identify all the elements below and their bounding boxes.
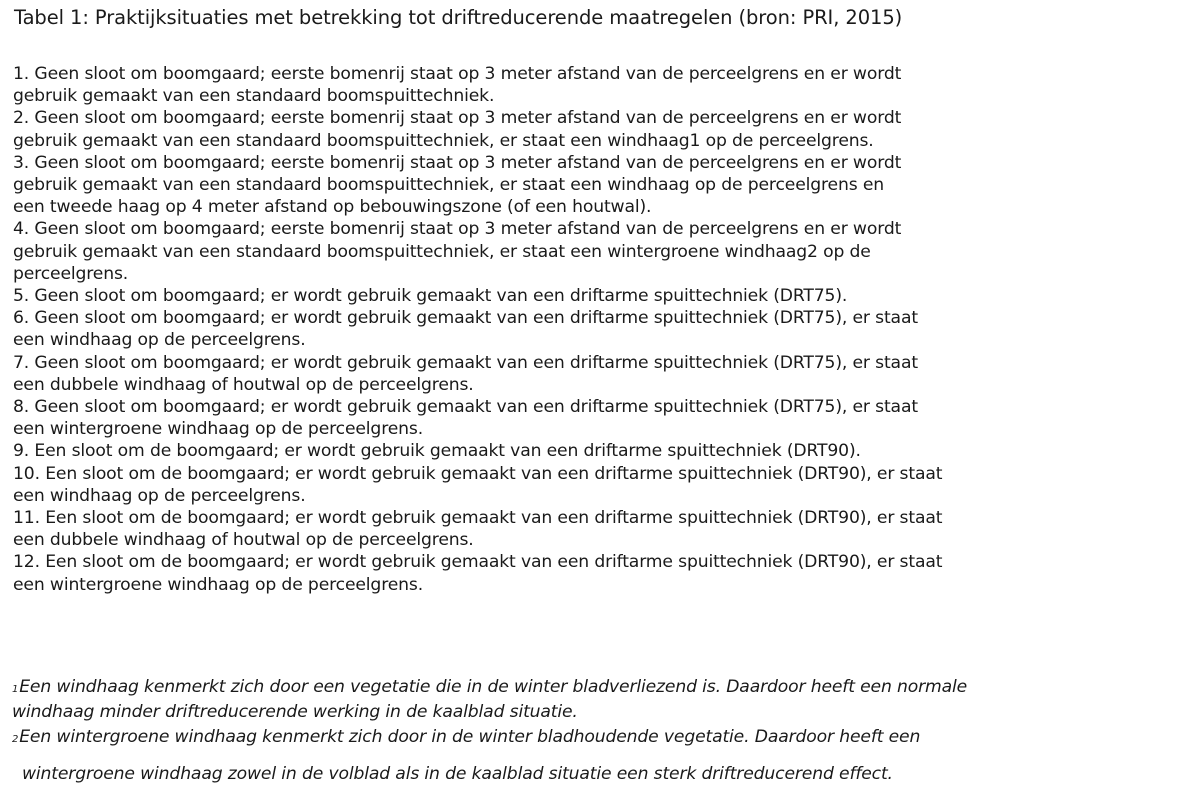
item-line: een windhaag op de perceelgrens. — [13, 485, 306, 506]
situation-item-11 — [13, 507, 942, 551]
table-title: Tabel 1: Praktijksituaties met betrekking tot driftreducerende maatregelen (bron: PRI, 2015) — [14, 6, 903, 29]
situation-item-7 — [13, 352, 942, 396]
item-line: 10. Een sloot om de boomgaard; er wordt gebruik gemaakt van een driftarme spuittechniek (DRT90), er staat — [13, 463, 943, 484]
item-line: een tweede haag op 4 meter afstand op bebouwingszone (of een houtwal). — [13, 197, 652, 218]
footnote-mark: 2 — [12, 734, 19, 745]
item-line: 9. Een sloot om de boomgaard; er wordt gebruik gemaakt van een driftarme spuittechniek (DRT90). — [13, 441, 861, 462]
item-line: een dubbele windhaag of houtwal op de perceelgrens. — [13, 530, 474, 551]
item-line: 1. Geen sloot om boomgaard; eerste bomenrij staat op 3 meter afstand van de perceelgrens en er wordt — [13, 64, 902, 84]
item-line: een wintergroene windhaag op de perceelgrens. — [13, 419, 424, 440]
item-line: 4. Geen sloot om boomgaard; eerste bomenrij staat op 3 meter afstand van de perceelgrens en er wordt — [13, 219, 902, 240]
footnote-1 — [12, 676, 967, 723]
item-line: perceelgrens. — [13, 263, 129, 284]
item-line: 5. Geen sloot om boomgaard; er wordt gebruik gemaakt van een driftarme spuittechniek (DRT75). — [13, 286, 848, 307]
footnote-2 — [12, 726, 920, 785]
situation-item-3 — [13, 152, 942, 219]
item-line: 3. Geen sloot om boomgaard; eerste bomenrij staat op 3 meter afstand van de perceelgrens en er wordt — [13, 152, 902, 173]
footnote-line: windhaag minder driftreducerende werking in de kaalblad situatie. — [12, 702, 578, 723]
item-line: 7. Geen sloot om boomgaard; er wordt gebruik gemaakt van een driftarme spuittechniek (DRT75), er staat — [13, 352, 918, 373]
item-line: 12. Een sloot om de boomgaard; er wordt gebruik gemaakt van een driftarme spuittechniek (DRT90), er staat — [13, 552, 943, 573]
footnote-text: Een windhaag kenmerkt zich door een vegetatie die in de winter bladverliezend is. Daardoor heeft een normale — [19, 677, 968, 697]
situation-item-1 — [13, 63, 942, 107]
situation-list — [13, 63, 942, 596]
situation-item-5 — [13, 285, 942, 307]
item-line: 11. Een sloot om de boomgaard; er wordt gebruik gemaakt van een driftarme spuittechniek (DRT90), er staat — [13, 508, 943, 529]
footnote-line — [12, 726, 920, 751]
item-line: gebruik gemaakt van een standaard boomspuittechniek, er staat een wintergroene windhaag2 op de — [13, 241, 871, 262]
footnote-mark: 1 — [12, 684, 19, 695]
item-line: 6. Geen sloot om boomgaard; er wordt gebruik gemaakt van een driftarme spuittechniek (DRT75), er staat — [13, 308, 918, 329]
situation-item-6 — [13, 307, 942, 351]
situation-item-8 — [13, 396, 942, 440]
footnote-line — [12, 676, 967, 701]
footnote-text: Een wintergroene windhaag kenmerkt zich door in de winter bladhoudende vegetatie. Daardoor heeft een — [19, 727, 921, 747]
situation-item-9 — [13, 440, 942, 462]
situation-item-2 — [13, 107, 942, 151]
item-line: een wintergroene windhaag op de perceelgrens. — [13, 574, 424, 595]
item-line: gebruik gemaakt van een standaard boomspuittechniek, er staat een windhaag1 op de perceelgrens. — [13, 130, 874, 151]
item-line: 8. Geen sloot om boomgaard; er wordt gebruik gemaakt van een driftarme spuittechniek (DRT75), er staat — [13, 397, 918, 418]
item-line: gebruik gemaakt van een standaard boomspuittechniek, er staat een windhaag op de perceelgrens en — [13, 175, 884, 196]
item-line: 2. Geen sloot om boomgaard; eerste bomenrij staat op 3 meter afstand van de perceelgrens en er wordt — [13, 108, 902, 129]
situation-item-12 — [13, 551, 942, 595]
footnote-line: wintergroene windhaag zowel in de volblad als in de kaalblad situatie een sterk driftreducerend effect. — [22, 764, 893, 785]
item-line: gebruik gemaakt van een standaard boomspuittechniek. — [13, 86, 495, 107]
situation-item-4 — [13, 218, 942, 285]
item-line: een windhaag op de perceelgrens. — [13, 330, 306, 351]
situation-item-10 — [13, 463, 942, 507]
item-line: een dubbele windhaag of houtwal op de perceelgrens. — [13, 374, 474, 395]
